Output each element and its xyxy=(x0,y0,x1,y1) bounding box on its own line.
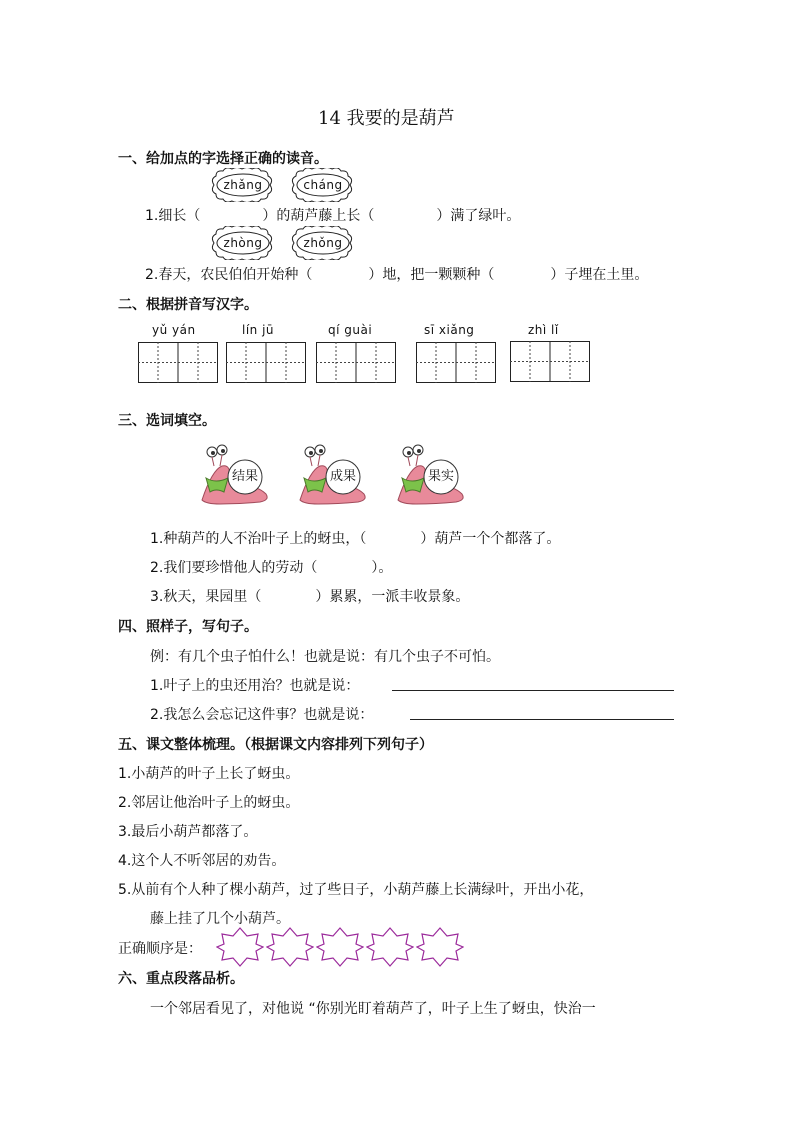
s3-q3-part-a: 3.秋天，果园里（ xyxy=(150,589,262,605)
pinyin-word-3: qí guài xyxy=(328,323,373,337)
s3-question-1 xyxy=(150,528,560,548)
section-5-heading: 五、课文整体梳理。（根据课文内容排列下列句子） xyxy=(118,737,433,753)
pinyin-option-zhong4[interactable] xyxy=(208,226,278,260)
s4-example: 例：有几个虫子怕什么！也就是说：有几个虫子不可怕。 xyxy=(150,649,500,665)
s5-item-2: 2.邻居让他治叶子上的蚜虫。 xyxy=(118,795,300,811)
word-option-jieguo[interactable] xyxy=(198,444,268,508)
s4-question-1: 1.叶子上的虫还用治？也就是说： xyxy=(150,678,360,694)
s4-question-2: 2.我怎么会忘记这件事？也就是说： xyxy=(150,707,374,723)
pinyin-label: zhǎng xyxy=(223,178,263,192)
s1-line-1-part-a: 1.细长（ xyxy=(145,208,201,224)
pinyin-option-zhang[interactable] xyxy=(208,168,278,202)
word-option-label: 果实 xyxy=(427,469,454,484)
s5-item-5: 5.从前有个人种了棵小葫芦，过了些日子，小葫芦藤上长满绿叶，开出小花， xyxy=(118,882,594,898)
order-answer-box-3[interactable] xyxy=(316,927,364,967)
s3-q3-part-b: ）累累，一派丰收景象。 xyxy=(315,589,470,605)
order-answer-box-2[interactable] xyxy=(266,927,314,967)
writing-grid-3[interactable] xyxy=(316,342,396,383)
s1-line-2-part-c: ）子埋在土里。 xyxy=(550,267,649,283)
word-option-guoshi[interactable] xyxy=(394,444,464,508)
s1-line-2 xyxy=(145,264,648,284)
s5-item-4: 4.这个人不听邻居的劝告。 xyxy=(118,853,286,869)
pinyin-label: zhòng xyxy=(223,236,263,250)
s1-line-2-part-b: ）地，把一颗颗种（ xyxy=(368,267,495,283)
pinyin-word-4: sī xiǎng xyxy=(424,323,475,337)
page-title: 14 我要的是葫芦 xyxy=(318,108,455,129)
answer-line-1[interactable] xyxy=(392,674,674,691)
s3-q1-part-a: 1.种葫芦的人不治叶子上的蚜虫，（ xyxy=(150,531,367,547)
s1-line-1-part-b: ）的葫芦藤上长（ xyxy=(262,208,375,224)
s3-question-3 xyxy=(150,586,469,606)
pinyin-label: cháng xyxy=(303,178,343,192)
writing-grid-4[interactable] xyxy=(416,342,496,383)
s3-q2-part-a: 2.我们要珍惜他人的劳动（ xyxy=(150,560,318,576)
answer-line-2[interactable] xyxy=(410,703,674,720)
order-answer-box-5[interactable] xyxy=(416,927,464,967)
section-6-heading: 六、重点段落品析。 xyxy=(118,971,244,987)
s6-paragraph: 一个邻居看见了，对他说 “你别光盯着葫芦了，叶子上生了蚜虫，快治一 xyxy=(150,1001,596,1017)
writing-grid-2[interactable] xyxy=(226,342,306,383)
writing-grid-1[interactable] xyxy=(138,342,218,383)
pinyin-option-chang[interactable] xyxy=(288,168,358,202)
order-label: 正确顺序是： xyxy=(118,941,202,957)
word-option-label: 结果 xyxy=(231,469,258,484)
pinyin-option-zhong3[interactable] xyxy=(288,226,358,260)
pinyin-word-1: yǔ yán xyxy=(152,323,196,337)
s1-line-2-part-a: 2.春天，农民伯伯开始种（ xyxy=(145,267,313,283)
section-2-heading: 二、根据拼音写汉字。 xyxy=(118,297,258,313)
word-option-chengguo[interactable] xyxy=(296,444,366,508)
s1-line-1 xyxy=(145,205,520,225)
section-3-heading: 三、选词填空。 xyxy=(118,413,216,429)
section-1-heading: 一、给加点的字选择正确的读音。 xyxy=(118,151,328,167)
pinyin-word-5: zhì lǐ xyxy=(528,323,559,337)
writing-grid-5[interactable] xyxy=(510,341,590,382)
pinyin-label: zhǒng xyxy=(303,236,343,250)
s3-question-2 xyxy=(150,557,392,577)
s3-q1-part-b: ）葫芦一个个都落了。 xyxy=(420,531,561,547)
order-answer-box-1[interactable] xyxy=(216,927,264,967)
section-4-heading: 四、照样子，写句子。 xyxy=(118,619,258,635)
s1-line-1-part-c: ）满了绿叶。 xyxy=(436,208,521,224)
pinyin-word-2: lín jū xyxy=(242,323,275,337)
s3-q2-part-b: ）。 xyxy=(371,560,393,576)
order-answer-box-4[interactable] xyxy=(366,927,414,967)
s5-item-3: 3.最后小葫芦都落了。 xyxy=(118,824,258,840)
word-option-label: 成果 xyxy=(329,469,356,484)
s5-item-5-continued: 藤上挂了几个小葫芦。 xyxy=(150,911,290,927)
s5-item-1: 1.小葫芦的叶子上长了蚜虫。 xyxy=(118,766,300,782)
